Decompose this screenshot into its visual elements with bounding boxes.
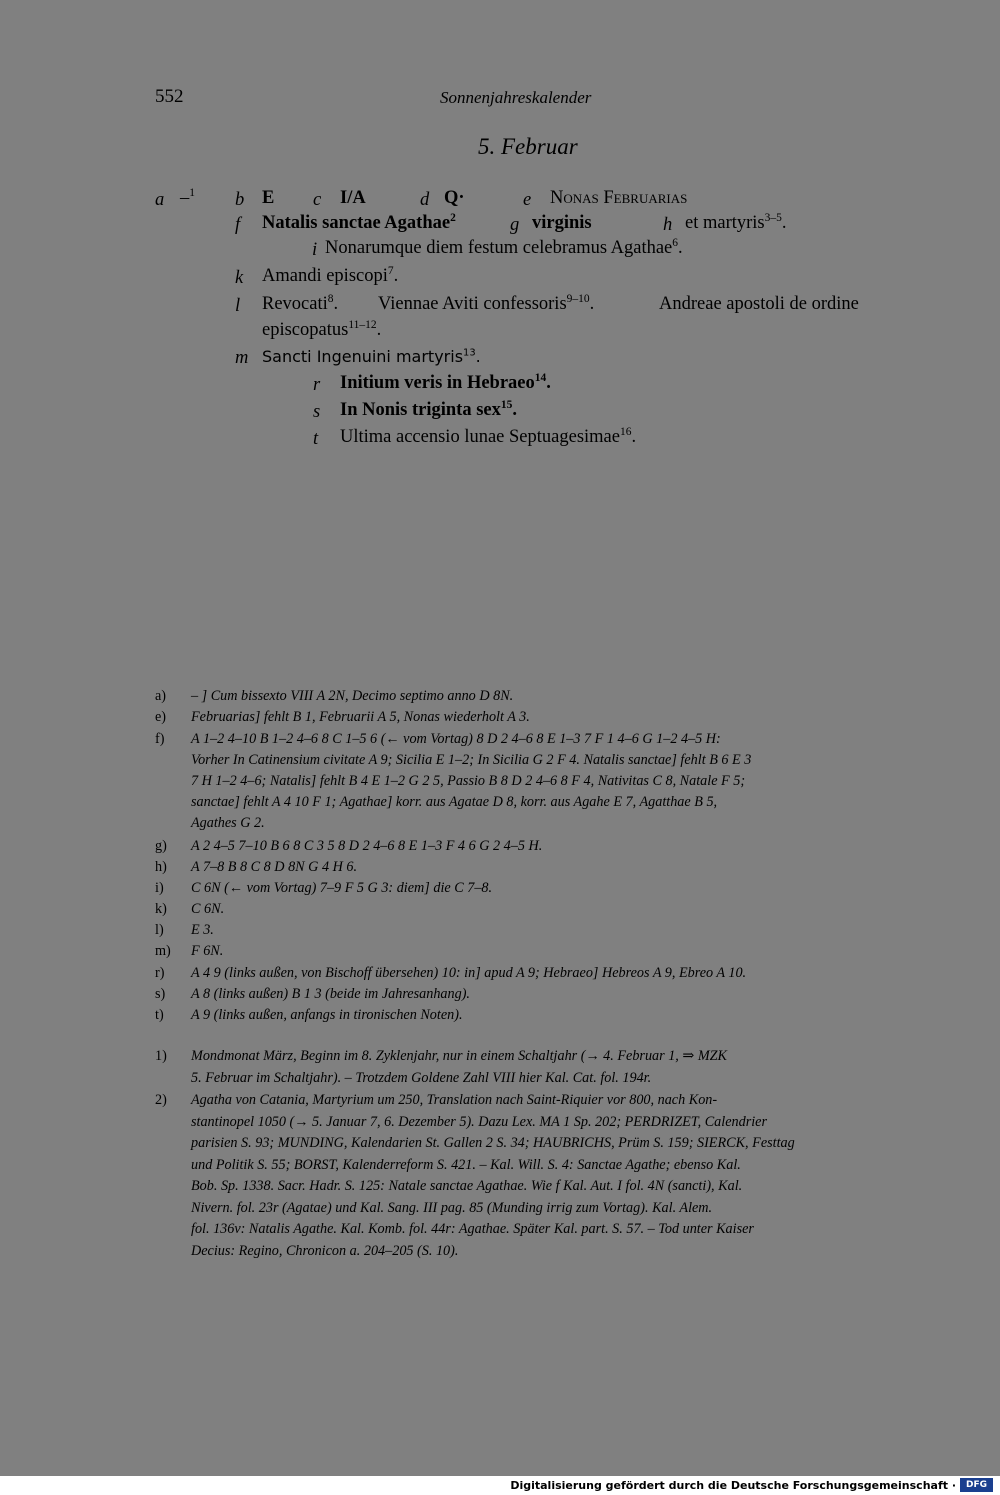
entry-b: E: [262, 188, 275, 208]
entry-l-andreae: Andreae apostoli de ordine: [659, 294, 859, 314]
entry-l-revocati: Revocati$^8$.: [262, 292, 339, 314]
label-k: k: [235, 268, 244, 288]
entry-c: I/A: [340, 188, 366, 208]
entry-h: et martyris$^{3-5}$.: [685, 211, 787, 233]
label-l: l: [235, 296, 241, 316]
entry-r: Initium veris in Hebraeo$^{14}$.: [340, 371, 551, 393]
page-number: 552: [155, 86, 184, 107]
label-t: t: [313, 429, 319, 449]
label-g: g: [510, 215, 520, 235]
label-e: e: [523, 190, 532, 210]
entry-l-aviti: Viennae Aviti confessoris$^{9-10}$.: [378, 292, 595, 314]
label-i: i: [312, 240, 318, 260]
entry-g: virginis: [532, 213, 592, 233]
label-h: h: [663, 215, 673, 235]
label-a: a: [155, 190, 165, 210]
entry-d: Q·: [444, 188, 465, 208]
footnote: 2) Agatha von Catania, Martyrium um 250, Translation nach Saint-Riquier vor 800, nach Kon- stantinopel 1050 (→ 5. Januar 7, 6. Dezember 5). Dazu Lex. MA 1 Sp. 202; PERDRIZET, Calendrier parisien S. 93; MUNDING, Kalendarien St. Gallen 2 S. 34; HAUBRICHS, Prüm S. 159; SIERCK, Festtag und Politik S. 55; BORST, Kalenderreform S. 421. – Kal. Will. S. 4: Sanctae Agathe; ebenso Kal. Bob. Sp. 1338. Sacr. Hadr. S. 125: Natale sanctae Agathae. Wie f Kal. Aut. I fol. 4N (sancti), Kal. Nivern. fol. 23r (Agatae) und Kal. Sang. III pag. 85 (Munding irrig zum Vortag). Kal. Alem. fol. 136v: Natalis Agathe. Kal. Komb. fol. 44r: Agathae. Später Kal. part. S. 57. – Tod unter Kaiser Decius: Regino, Chronicon a. 204–205 (S. 10).: [155, 1092, 795, 1259]
label-f: f: [235, 215, 241, 235]
entry-k: Amandi episcopi$^7$.: [262, 264, 399, 286]
entry-l-episcopatus: episcopatus$^{11-12}$.: [262, 318, 382, 340]
label-r: r: [313, 375, 321, 395]
date-title: 5. Februar: [478, 134, 578, 159]
entry-a: –$^1$: [180, 186, 195, 208]
label-d: d: [420, 190, 430, 210]
entry-s: In Nonis triginta sex$^{15}$.: [340, 398, 517, 420]
apparatus-entry: f) A 1–2 4–10 B 1–2 4–6 8 C 1–5 6 (← vom Vortag) 8 D 2 4–6 8 E 1–3 7 F 1 4–6 G 1–2 4–5 H: Vorher In Catinensium civitate A 9; Sicilia E 1–2; In Sicilia G 2 F 4. Natalis sanctae] fehlt B 6 E 3 7 H 1–2 4–6; Natalis] fehlt B 4 E 1–2 G 2 5, Passio B 8 D 2 4–6 8 F 4, Nativitas C 8, Natale F 5; sanctae] fehlt A 4 10 F 1; Agathae] korr. aus Agatae D 8, korr. aus Agahe E 7, Agatthae B 5, Agathes G 2.: [155, 731, 752, 831]
label-b: b: [235, 190, 245, 210]
label-m: m: [235, 348, 249, 368]
running-title: Sonnenjahreskalender: [440, 88, 592, 107]
footer-credit: Digitalisierung gefördert durch die Deutsche Forschungsgemeinschaft ·: [510, 1479, 956, 1492]
label-s: s: [313, 402, 321, 422]
label-c: c: [313, 190, 322, 210]
entry-m: Sancti Ingenuini martyris$^{13}$.: [262, 347, 481, 366]
dfg-logo: DFG: [960, 1478, 993, 1492]
entry-e: Nonas Februarias: [550, 188, 688, 208]
entry-i: Nonarumque diem festum celebramus Agathae$^6$.: [325, 236, 683, 258]
entry-t: Ultima accensio lunae Septuagesimae$^{16}$.: [340, 425, 637, 447]
entry-f: Natalis sanctae Agathae$^2$: [262, 211, 456, 233]
footnote: 1) Mondmonat März, Beginn im 8. Zyklenjahr, nur in einem Schaltjahr (→ 4. Februar 1, ⇒ MZK 5. Februar im Schaltjahr). – Trotzdem Goldene Zahl VIII hier Kal. Cat. fol. 194r.: [155, 1048, 727, 1086]
